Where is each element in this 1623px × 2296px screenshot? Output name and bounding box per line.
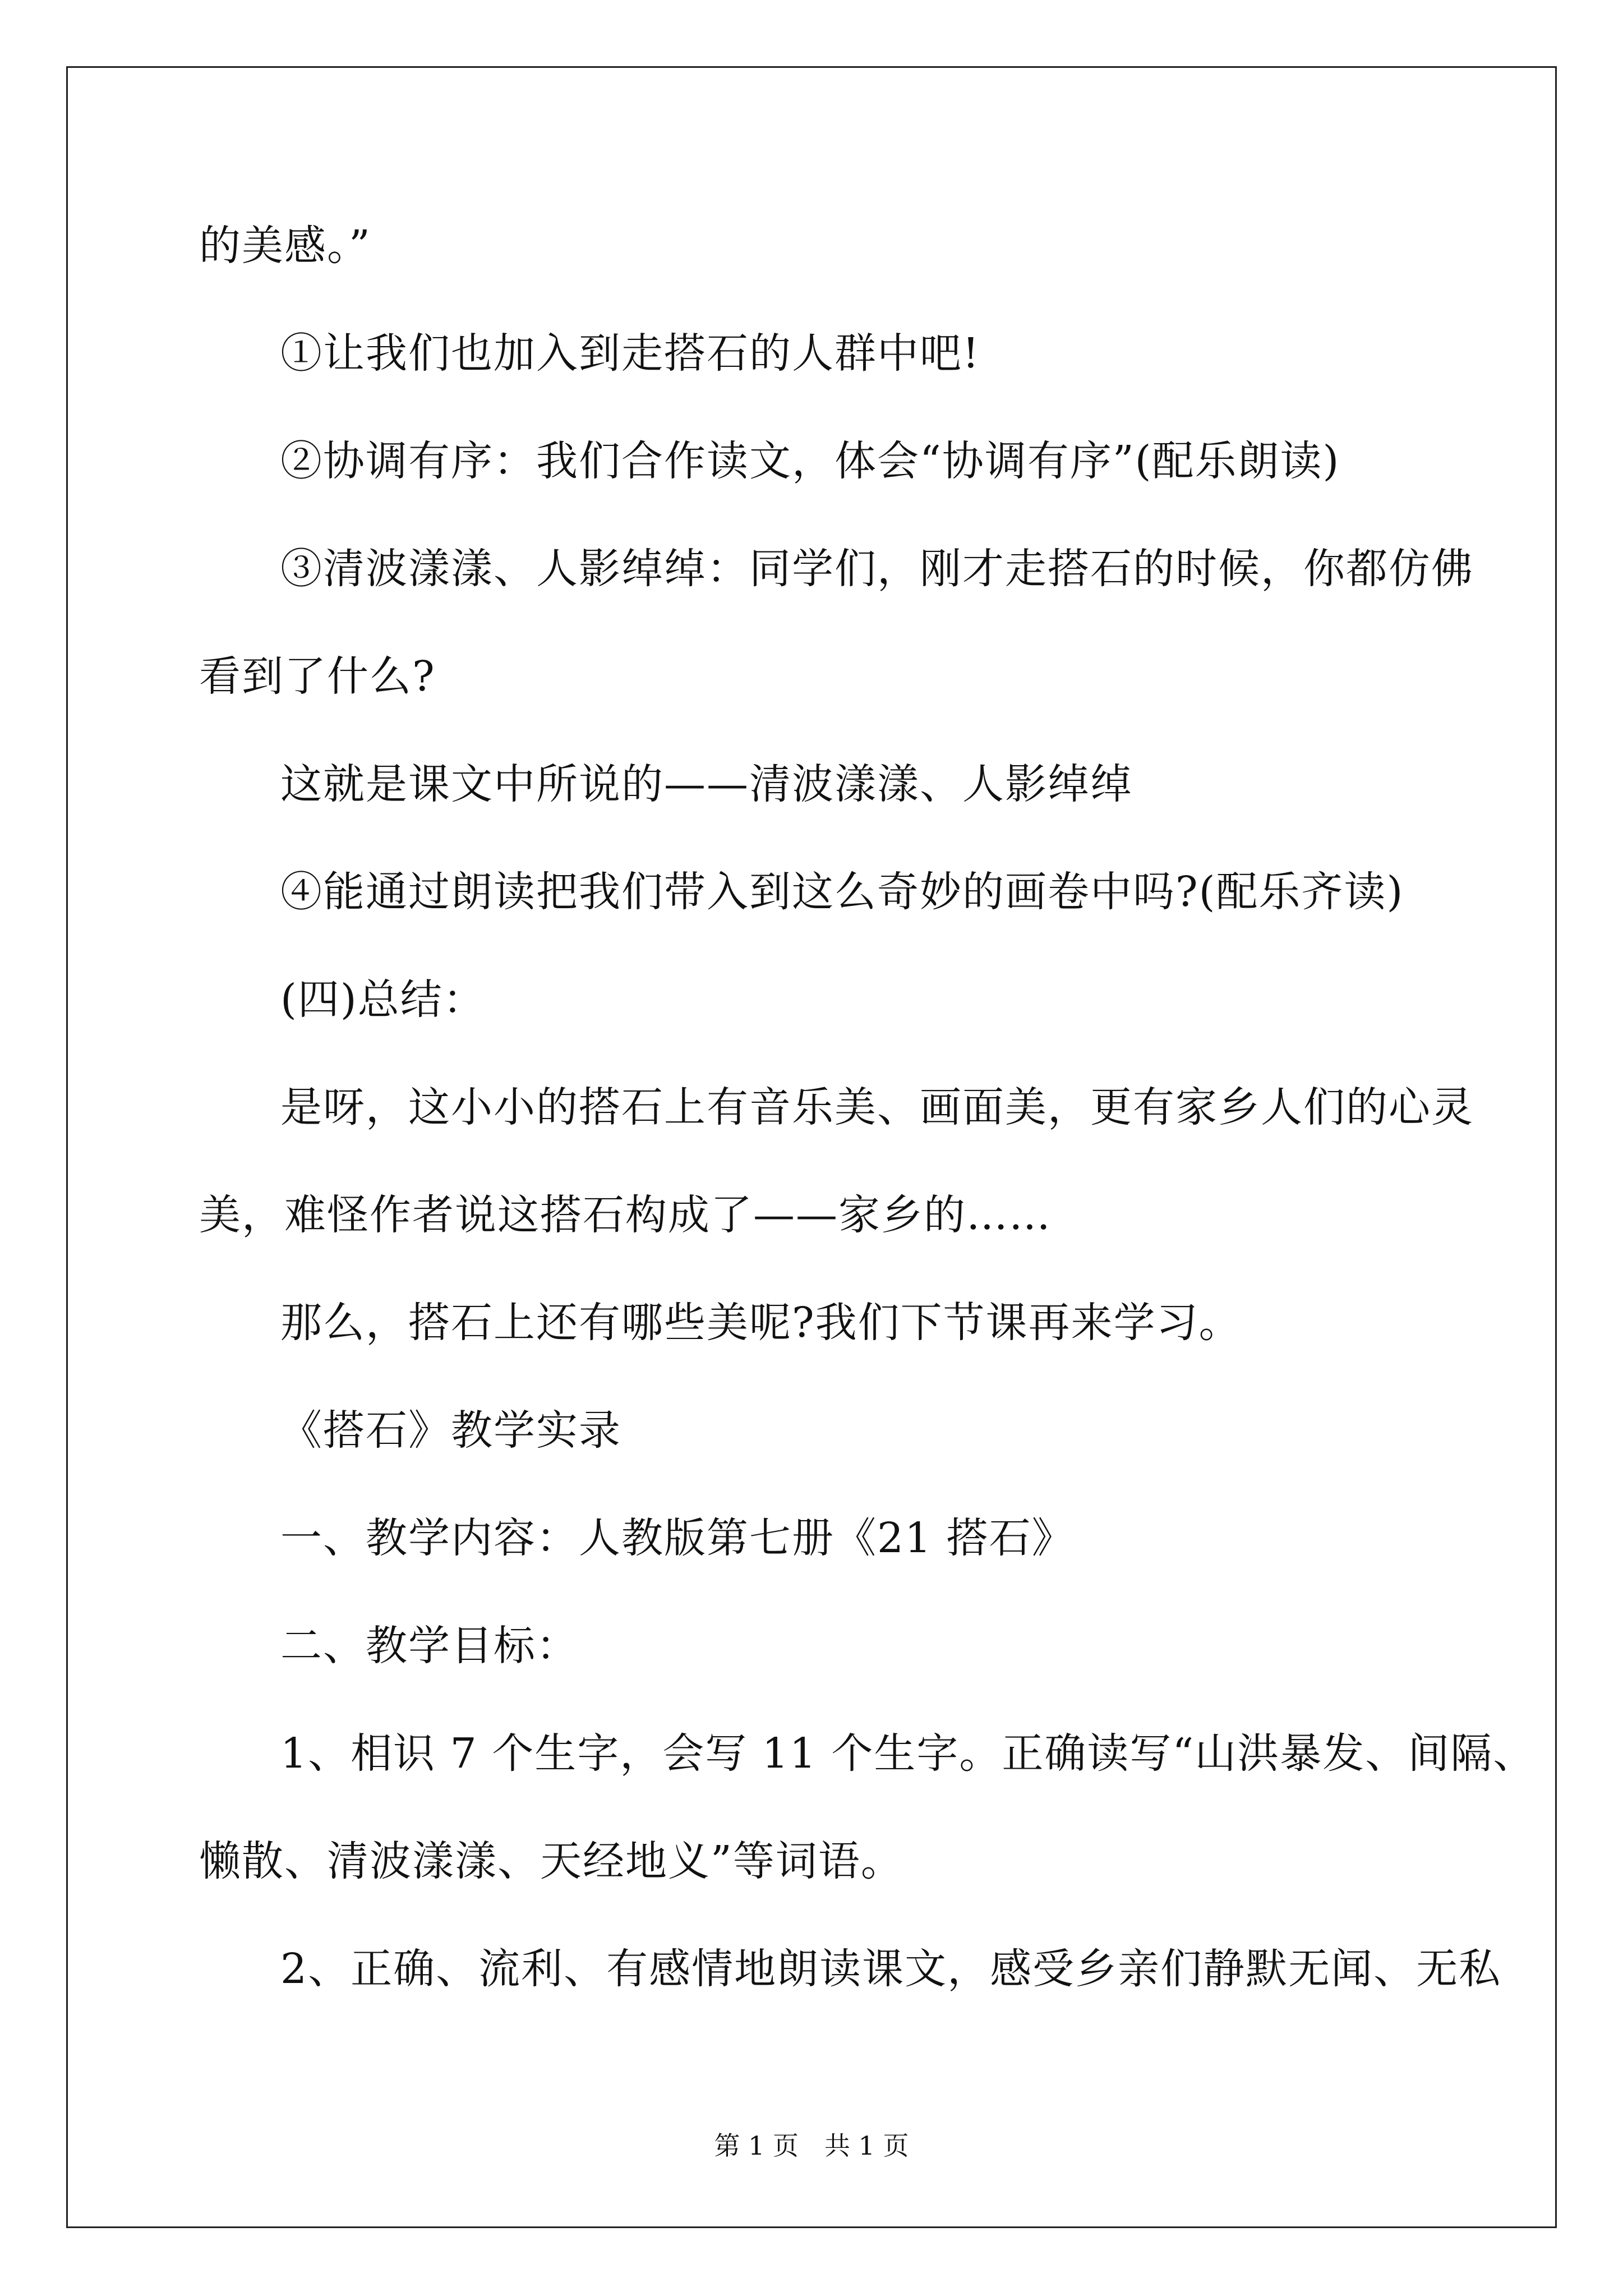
text-line: ①让我们也加入到走搭石的人群中吧! [280,329,980,378]
text-line: 懒散、清波漾漾、天经地义”等词语。 [199,1837,903,1885]
page-number-footer: 第 1 页 共 1 页 [714,2131,909,2161]
text-line: 这就是课文中所说的——清波漾漾、人影绰绰 [280,760,1133,808]
document-title: 《搭石》教学实录 [280,1406,621,1455]
text-line: ④能通过朗读把我们带入到这么奇妙的画卷中吗?(配乐齐读) [280,868,1404,916]
section-heading: (四)总结： [280,976,486,1024]
section-heading: 一、教学内容：人教版第七册《21 搭石》 [280,1514,1075,1562]
text-line: 是呀，这小小的搭石上有音乐美、画面美，更有家乡人们的心灵 [280,1083,1474,1131]
text-line: ②协调有序：我们合作读文，体会“协调有序”(配乐朗读) [280,437,1340,485]
text-line: 的美感。” [199,222,371,270]
text-line: 美，难怪作者说这搭石构成了——家乡的…… [199,1191,1052,1239]
page-border [66,66,1557,2228]
section-heading: 二、教学目标： [280,1622,579,1670]
text-line: ③清波漾漾、人影绰绰：同学们，刚才走搭石的时候，你都仿佛 [280,545,1474,593]
text-line: 看到了什么? [199,652,436,701]
text-line: 那么，搭石上还有哪些美呢?我们下节课再来学习。 [280,1299,1242,1347]
text-line: 2、正确、流利、有感情地朗读课文，感受乡亲们静默无闻、无私 [280,1945,1502,1993]
text-line: 1、相识 7 个生字，会写 11 个生字。正确读写“山洪暴发、间隔、 [280,1729,1536,1778]
